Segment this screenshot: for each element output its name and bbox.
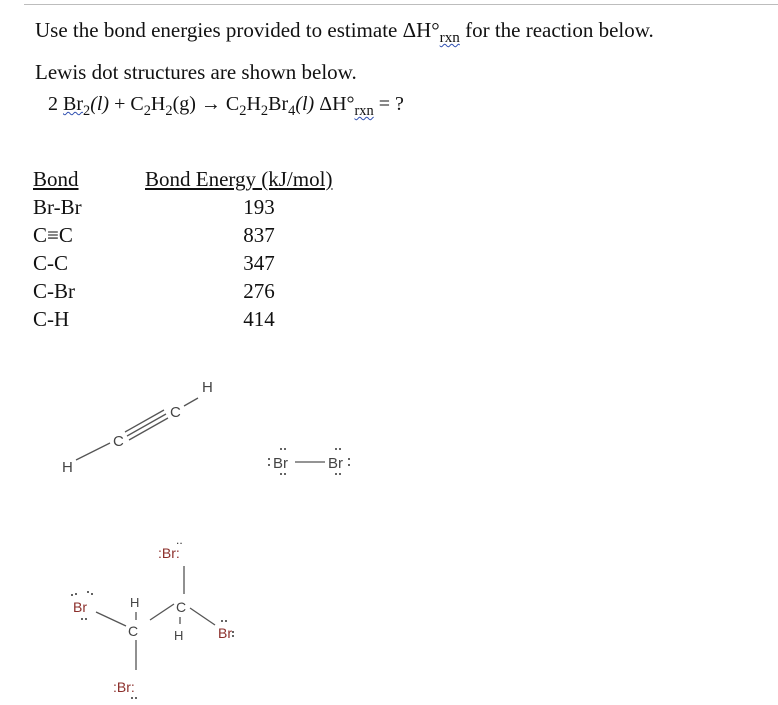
c2h2-h: H (150, 93, 166, 115)
prod-sub-a: 2 (239, 103, 247, 119)
br-right: Br (328, 455, 343, 472)
rxn-subscript: rxn (439, 30, 460, 47)
c-left: C (128, 623, 139, 639)
tetrabromoethane-structure (71, 533, 234, 699)
energy-cell: 276 (243, 278, 275, 303)
c-right: C (176, 599, 187, 615)
tetrabromo-lone-pairs (71, 591, 234, 699)
prod-c: C (225, 93, 240, 115)
energy-cell: 193 (243, 194, 275, 219)
bond-c-br-right (190, 608, 215, 625)
c2h2-phase: (g) (172, 93, 196, 115)
prod-sub-b: 2 (260, 103, 269, 119)
h-left: H (130, 595, 140, 610)
delta-h: ΔH° (314, 93, 355, 115)
prod-phase: (l) (295, 93, 315, 115)
triple-bond-b (127, 414, 166, 436)
header-bond: Bond (33, 166, 79, 191)
c2h2-sub-a: 2 (143, 103, 151, 119)
delta-h-subscript: rxn (354, 103, 374, 119)
triple-bond-c (129, 418, 168, 440)
coefficient: 2 (48, 93, 63, 115)
bond-cell: C-Br (33, 278, 75, 303)
bond-cell: C≡C (33, 222, 73, 247)
br-bottom: :Br: (113, 679, 135, 695)
br-left: Br (73, 599, 87, 615)
br-top: :Br: (158, 545, 180, 561)
acetylene-h-left: H (62, 459, 73, 476)
prod-sub-c: 4 (288, 103, 296, 119)
bond-br-c-left (96, 612, 126, 626)
br-top-dots: .. (176, 533, 183, 547)
question-line2: Lewis dot structures are shown below. (35, 60, 357, 85)
bond-cell: C-C (33, 250, 69, 275)
prod-br: Br (268, 93, 289, 115)
c2h2-sub-b: 2 (165, 103, 173, 119)
bond-c-h-right (184, 398, 198, 406)
h-right: H (174, 628, 184, 643)
acetylene-c-right: C (170, 404, 181, 421)
bond-cell: C-H (33, 306, 70, 331)
energy-cell: 347 (243, 250, 275, 275)
question-line1-end: for the reaction below. (459, 18, 654, 42)
equals-question: = ? (373, 93, 404, 115)
br2-phase: (l) (90, 93, 110, 115)
reaction-arrow: → (195, 93, 226, 115)
br-left: Br (273, 455, 288, 472)
bond-h-c-left (76, 443, 110, 460)
bond-cell: Br-Br (33, 194, 82, 219)
bond-c-c (150, 604, 174, 620)
br-right: Br (218, 625, 232, 641)
prod-h: H (246, 93, 261, 115)
br2-subscript: 2 (83, 103, 91, 119)
question-line1: Use the bond energies provided to estimate ΔH° (35, 18, 440, 42)
energy-cell: 414 (243, 306, 275, 331)
acetylene-h-right: H (202, 379, 213, 396)
plus-c: + C (109, 93, 144, 115)
acetylene-c-left: C (113, 433, 124, 450)
br2-symbol: Br (63, 93, 83, 115)
triple-bond-a (125, 410, 164, 432)
header-bond-energy: Bond Energy (kJ/mol) (145, 166, 333, 191)
bromine-structure (268, 448, 350, 475)
energy-cell: 837 (243, 222, 275, 247)
acetylene-structure (62, 379, 213, 476)
